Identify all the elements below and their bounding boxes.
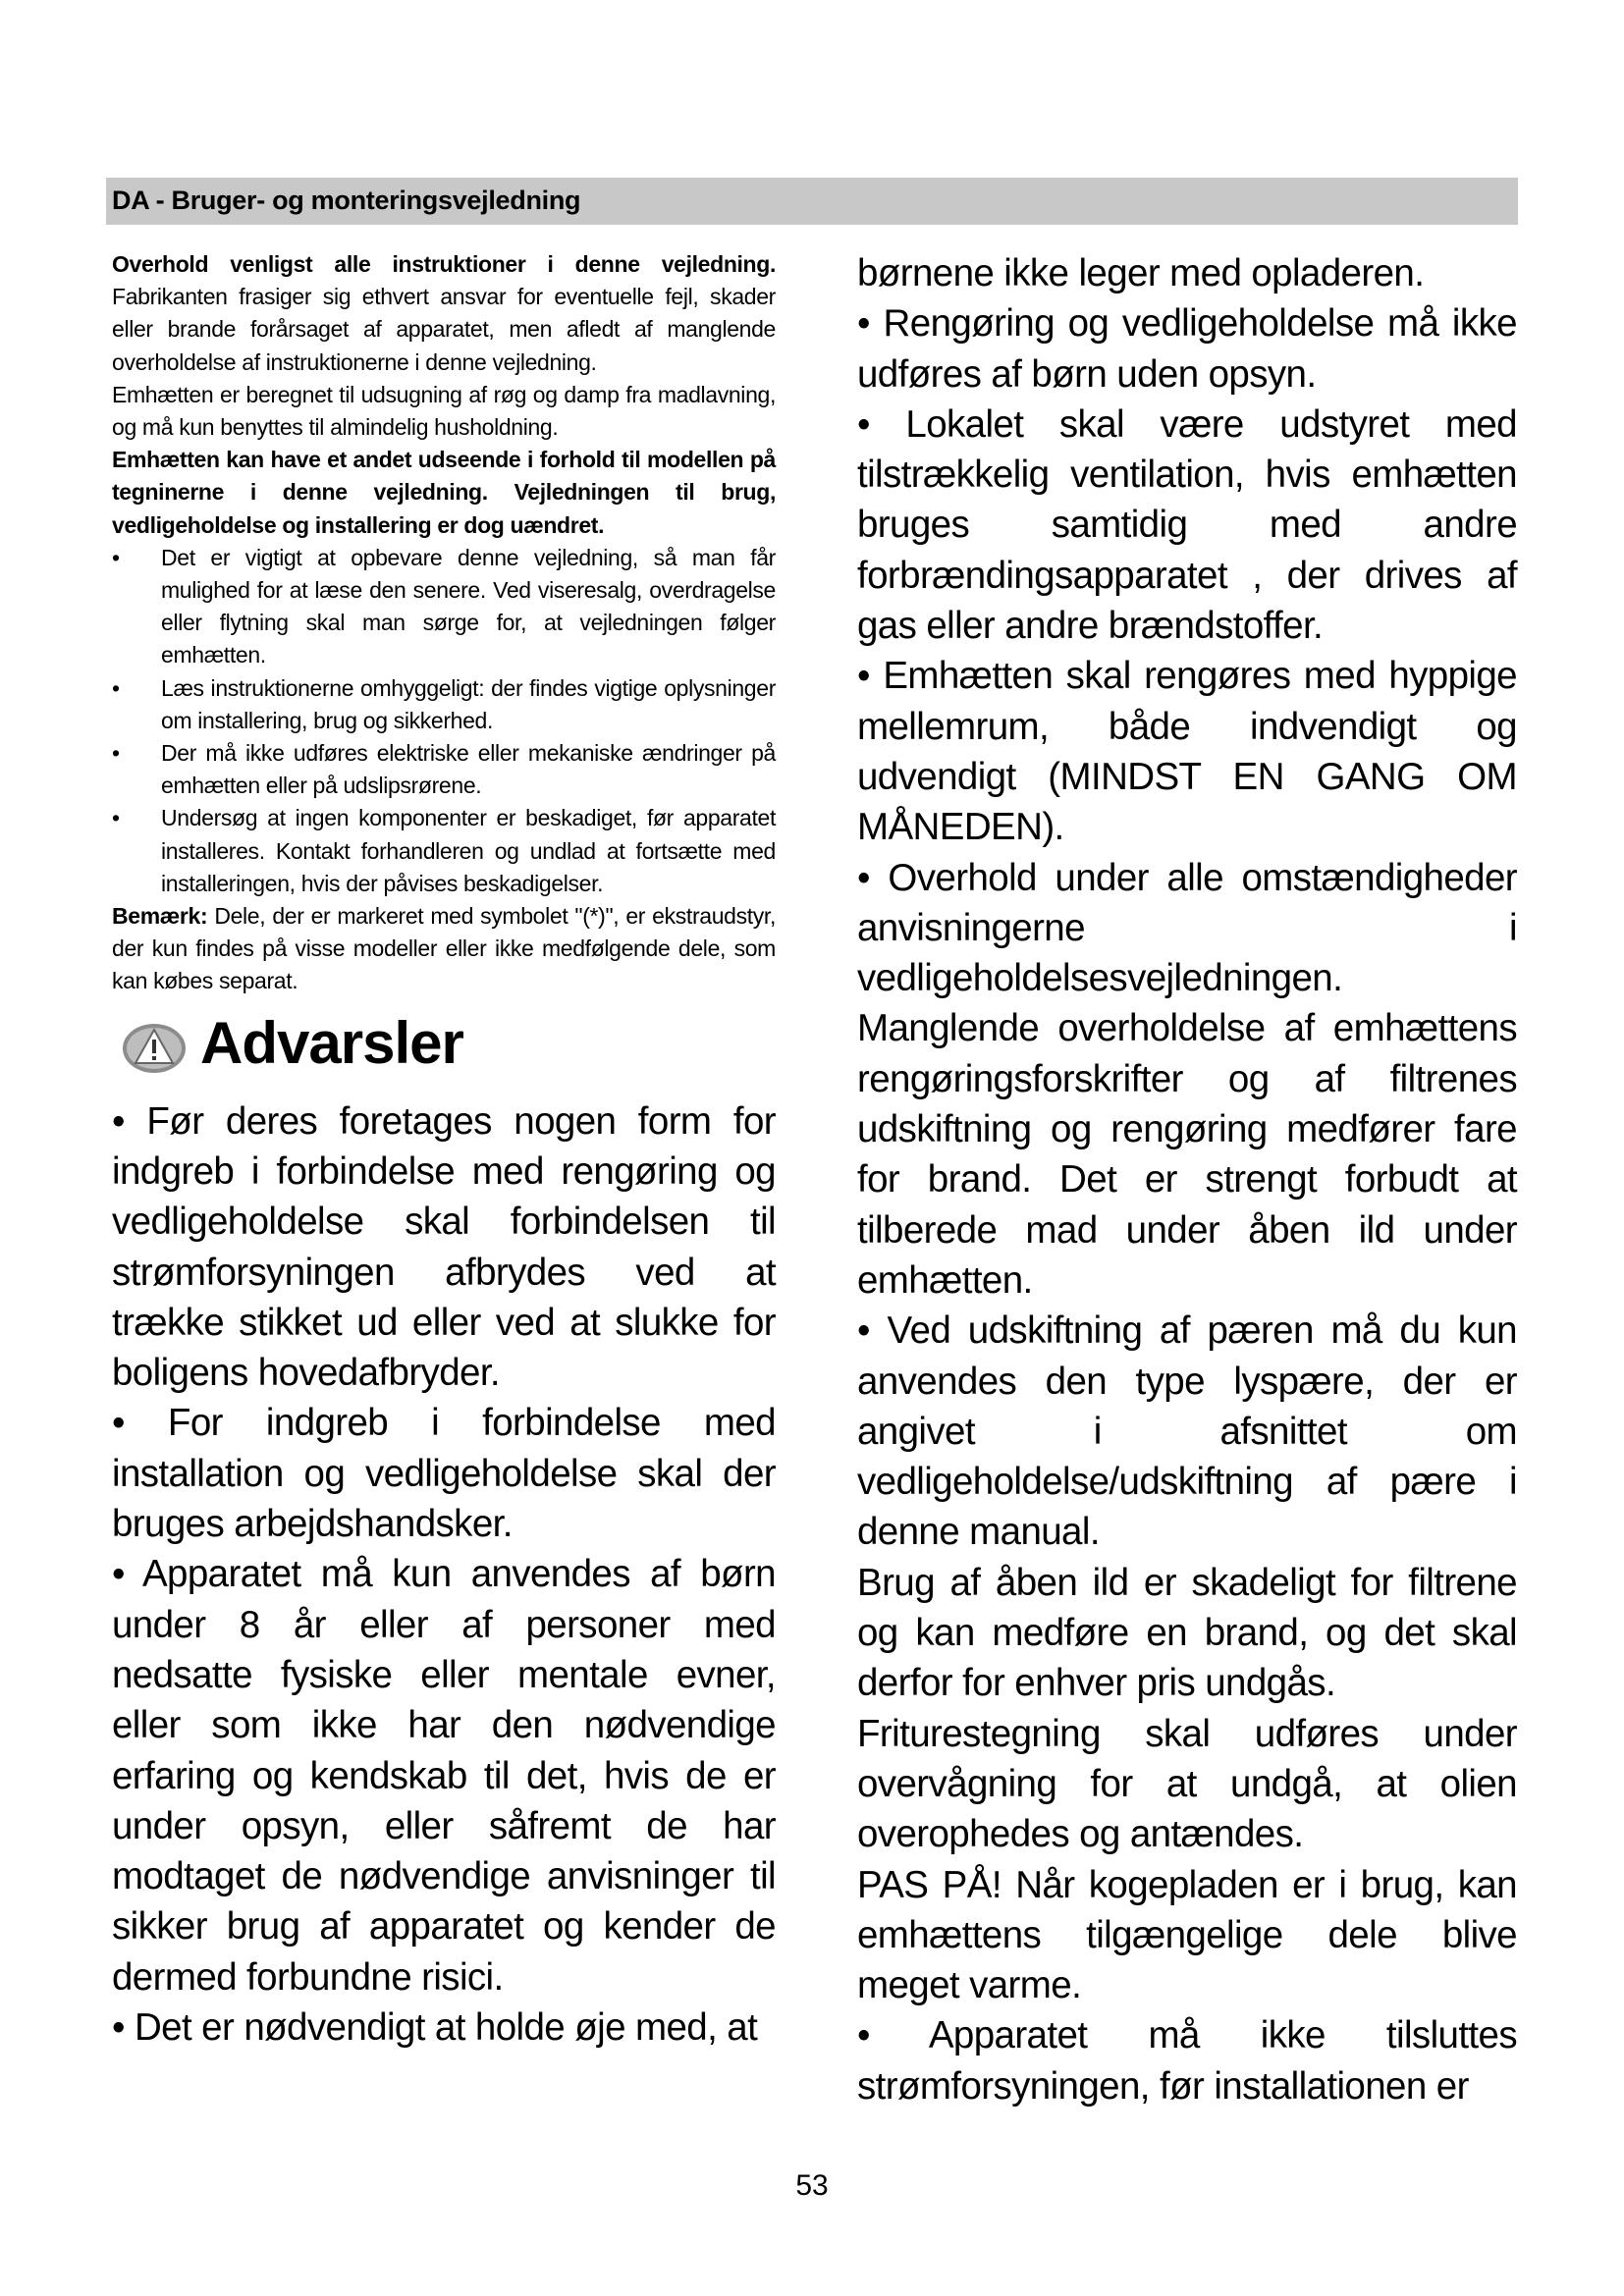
intro-paragraph-3: Emhætten kan have et andet udseende i forhold til modellen på tegninerne i denne vejledning. Vejledningen til brug, vedligeholdelse og installering er dog uændret. — [112, 447, 776, 538]
warning-paragraph: • For indgreb i forbindelse med installation og vedligeholdelse skal der bruges arbejdshandsker. — [112, 1402, 776, 1546]
warning-paragraph: Brug af åben ild er skadeligt for filtrene og kan medføre en brand, og det skal derfor for enhver pris undgås. — [857, 1561, 1517, 1705]
warning-paragraph: Friturestegning skal udføres under overvågning for at undgå, at olien overophedes og antændes. — [857, 1712, 1517, 1856]
intro-bullet-item — [112, 672, 776, 737]
warning-paragraph: • Apparatet må kun anvendes af børn under 8 år eller af personer med nedsatte fysiske eller mentale evner, eller som ikke har den nødvendige erfaring og kendskab til det, hvis de er under opsyn, eller såfremt de har modtaget de nødvendige anvisninger til sikker brug af apparatet og kender de dermed forbundne risici. — [112, 1553, 776, 1999]
warnings-title: Advarsler — [200, 1009, 463, 1076]
section-header-bar — [106, 178, 1518, 225]
intro-paragraph-1 — [112, 248, 776, 379]
warning-paragraph: Manglende overholdelse af emhættens rengøringsforskrifter og af filtrenes udskiftning og rengøring medfører fare for brand. Det er strengt forbudt at tilberede mad under åben ild under emhætten. — [857, 1007, 1517, 1302]
intro-paragraph-1-bold: Overhold venligst alle instruktioner i denne vejledning. — [112, 251, 776, 277]
warning-paragraph: børnene ikke leger med opladeren. — [857, 252, 1425, 294]
bullet-dot-icon: • — [112, 805, 120, 831]
warning-paragraph: • Lokalet skal være udstyret med tilstrækkelig ventilation, hvis emhætten bruges samtidig med andre forbrændingsapparatet , der drives af gas eller andre brændstoffer. — [857, 402, 1517, 648]
warning-paragraph: • Apparatet må ikke tilsluttes strømforsyningen, før installationen er — [857, 2014, 1517, 2108]
intro-bullet-text: Det er vigtigt at opbevare denne vejledning, så man får mulighed for at læse den senere. Ved viseresalg, overdragelse eller flytning skal man sørge for, at vejledningen følger emhætten. — [161, 544, 776, 668]
bullet-dot-icon: • — [112, 674, 120, 701]
intro-bullet-text: Undersøg at ingen komponenter er beskadiget, før apparatet installeres. Kontakt forhandleren og undlad at fortsætte med installeringen, hvis der påvises beskadigelser. — [161, 805, 776, 896]
page-number: 53 — [795, 2169, 829, 2202]
warnings-heading — [112, 1008, 776, 1096]
intro-section — [112, 248, 776, 998]
warning-paragraph: • Emhætten skal rengøres med hyppige mellemrum, både indvendigt og udvendigt (MINDST EN GANG OM MÅNEDEN). — [857, 655, 1517, 849]
section-header-title: DA - Bruger- og monteringsvejledning — [112, 186, 581, 215]
intro-bullet-item — [112, 542, 776, 672]
warning-paragraph: • Det er nødvendigt at holde øje med, at — [112, 2006, 758, 2050]
warning-paragraph: • Ved udskiftning af pæren må du kun anvendes den type lyspære, der er angivet i afsnittet om vedligeholdelse/udskiftning af pære i denne manual. — [857, 1309, 1517, 1554]
intro-note-text: Dele, der er markeret med symbolet "(*)", er ekstraudstyr, der kun findes på visse modeller eller ikke medfølgende dele, som kan købes separat. — [112, 903, 776, 994]
left-column — [112, 248, 776, 2053]
intro-paragraph-1-text: Fabrikanten frasiger sig ethvert ansvar for eventuelle fejl, skader eller brande forårsaget af apparatet, men afledt af manglende overholdelse af instruktionerne i denne vejledning. — [112, 284, 776, 375]
warning-triangle-icon — [122, 1023, 187, 1074]
intro-bullet-text: Læs instruktionerne omhyggeligt: der findes vigtige oplysninger om installering, brug og sikkerhed. — [161, 674, 776, 733]
intro-bullet-text: Der må ikke udføres elektriske eller mekaniske ændringer på emhætten eller på udslipsrørene. — [161, 740, 776, 799]
warning-paragraph: • Før deres foretages nogen form for indgreb i forbindelse med rengøring og vedligeholdelse skal forbindelsen til strømforsyningen afbrydes ved at trække stikket ud eller ved at slukke for boligens hovedafbryder. — [112, 1099, 776, 1395]
intro-paragraph-2: Emhætten er beregnet til udsugning af røg og damp fra madlavning, og må kun benyttes til almindelig husholdning. — [112, 381, 776, 441]
warnings-left-text — [112, 1096, 776, 2054]
warning-paragraph: PAS PÅ! Når kogepladen er i brug, kan emhættens tilgængelige dele blive meget varme. — [857, 1863, 1517, 2007]
intro-bullet-item — [112, 737, 776, 802]
intro-bullet-list — [112, 542, 776, 900]
intro-bullet-item — [112, 802, 776, 900]
right-column — [857, 248, 1517, 2111]
bullet-dot-icon: • — [112, 544, 120, 570]
intro-note-label: Bemærk: — [112, 903, 208, 930]
intro-note — [112, 900, 776, 998]
bullet-dot-icon: • — [112, 740, 120, 767]
warning-paragraph: • Overhold under alle omstændigheder anvisningerne i vedligeholdelsesvejledningen. — [857, 856, 1517, 1000]
warning-paragraph: • Rengøring og vedligeholdelse må ikke udføres af børn uden opsyn. — [857, 302, 1517, 396]
